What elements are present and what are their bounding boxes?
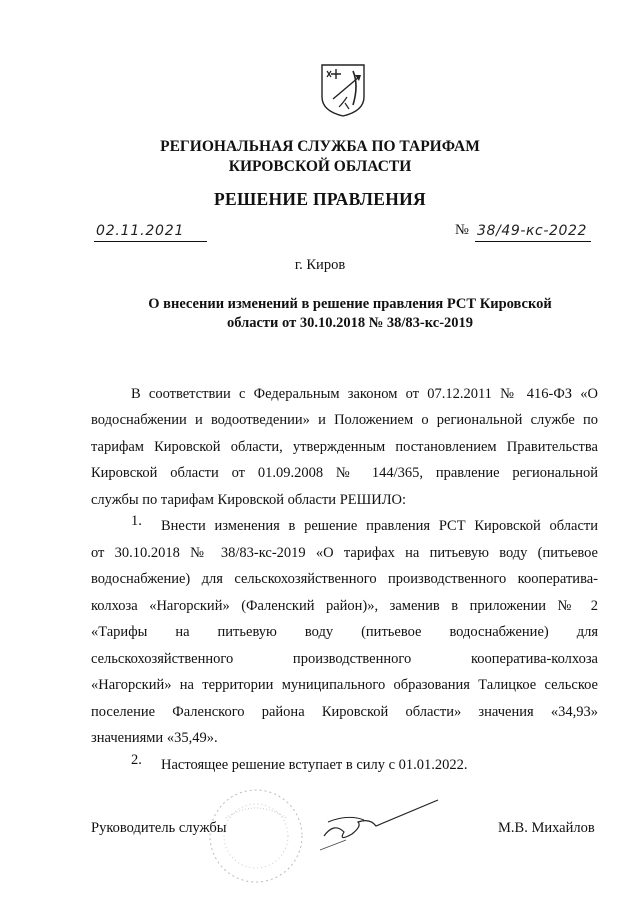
body-line: службы по тарифам Кировской области РЕШИЛО:	[91, 492, 407, 508]
body-line: сельскохозяйственного производственного кооператива-колхоза	[91, 651, 598, 667]
body-line: «Нагорский» на территории муниципального образования Талицкое сельское	[91, 677, 598, 693]
body-line: Внести изменения в решение правления РСТ Кировской области	[161, 518, 598, 534]
subject-line2: области от 30.10.2018 № 38/83-кс-2019	[226, 315, 474, 331]
subject-line1: О внесении изменений в решение правления РСТ Кировской	[148, 296, 552, 312]
item-number: 2.	[131, 752, 142, 768]
body-line: Кировской области от 01.09.2008 № 144/365, правление региональной	[91, 465, 598, 481]
coat-of-arms-icon	[319, 63, 367, 117]
number-value: 38/49-кс-2022	[477, 223, 588, 239]
date-value: 02.11.2021	[96, 223, 185, 239]
body-line: «Тарифы на питьевую воду (питьевое водоснабжение) для	[91, 624, 598, 640]
item-number: 1.	[131, 513, 142, 529]
body-line: значениями «35,49».	[91, 730, 218, 746]
handwritten-signature	[318, 792, 448, 852]
org-name-line1: РЕГИОНАЛЬНАЯ СЛУЖБА ПО ТАРИФАМ	[160, 138, 480, 155]
body-line: Настоящее решение вступает в силу с 01.01.2022.	[161, 757, 468, 773]
date-field	[94, 223, 207, 242]
city: г. Киров	[294, 257, 346, 273]
body-line: от 30.10.2018 № 38/83-кс-2019 «О тарифах на питьевую воду (питьевое	[91, 545, 598, 561]
body-line: водоснабжении и водоотведении» и Положением о региональной службе по	[91, 412, 598, 428]
body-line: водоснабжение) для сельскохозяйственного производственного кооператива-	[91, 571, 598, 587]
org-name-line2: КИРОВСКОЙ ОБЛАСТИ	[228, 158, 412, 175]
document-title: РЕШЕНИЕ ПРАВЛЕНИЯ	[214, 189, 426, 209]
number-sign: №	[455, 222, 469, 238]
body-line: тарифам Кировской области, утвержденным постановлением Правительства	[91, 439, 598, 455]
signatory-name: М.В. Михайлов	[498, 820, 595, 836]
body-line: поселение Фаленского района Кировской области» значения «34,93»	[91, 704, 598, 720]
body-line: В соответствии с Федеральным законом от 07.12.2011 № 416-ФЗ «О	[131, 386, 598, 402]
signatory-position: Руководитель службы	[91, 820, 227, 836]
number-field	[475, 223, 591, 242]
body-line: колхоза «Нагорский» (Фаленский район)», заменив в приложении № 2	[91, 598, 598, 614]
